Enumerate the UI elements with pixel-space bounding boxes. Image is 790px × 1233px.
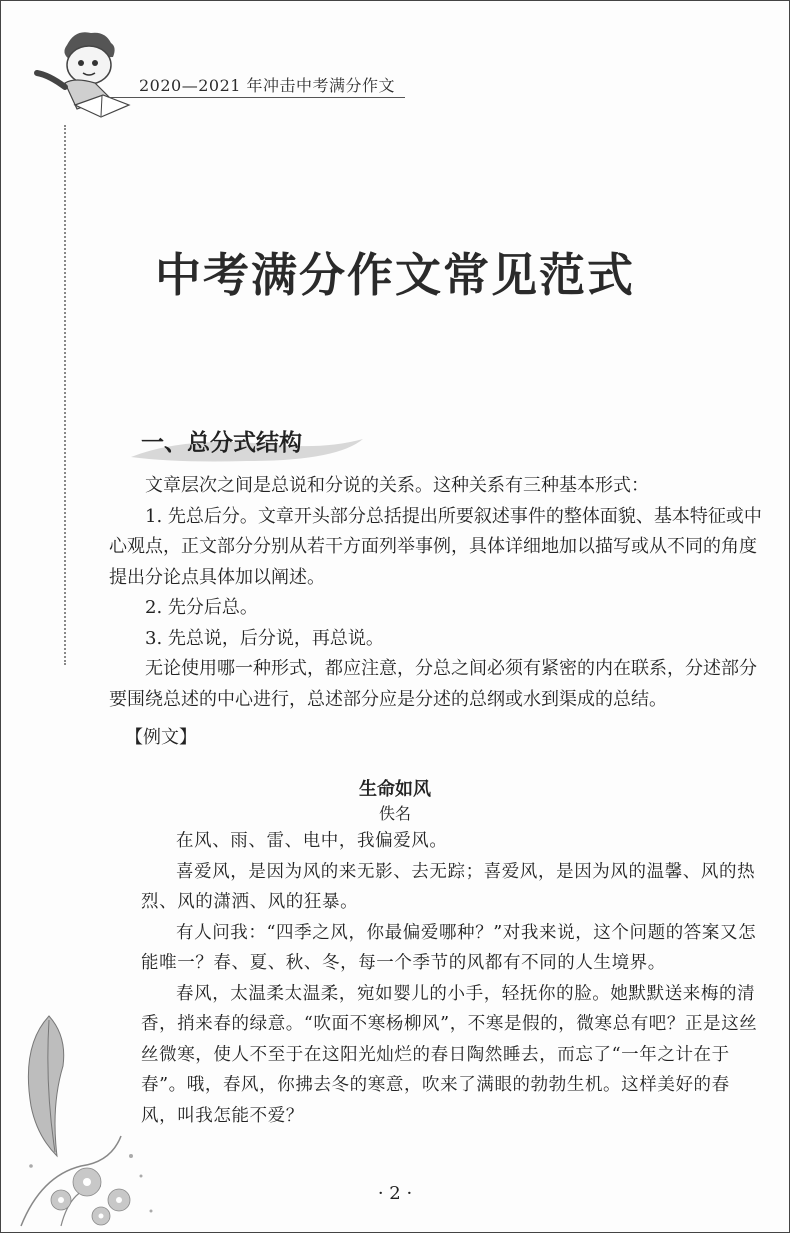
- section-body: [109, 471, 764, 715]
- margin-dotted-rule: [64, 125, 66, 665]
- running-head: 2020—2021 年冲击中考满分作文: [109, 75, 405, 98]
- section-heading-text: 一、总分式结构: [141, 430, 302, 456]
- example-label: 【例文】: [125, 727, 197, 748]
- body-paragraph: 1. 先总后分。文章开头部分总括提出所要叙述事件的整体面貌、基本特征或中心观点，正文部分分别从若干方面列举事例，具体详细地加以描写或从不同的角度提出分论点具体加以阐述。: [109, 505, 762, 588]
- body-paragraph: 3. 先总说，后分说，再总说。: [145, 627, 384, 649]
- essay-author: 佚名: [378, 804, 411, 823]
- essay-paragraph: 喜爱风，是因为风的来无影、去无踪；喜爱风，是因为风的温馨、风的热烈、风的潇洒、风的狂暴。: [141, 861, 756, 912]
- essay-paragraph: 有人问我：“四季之风，你最偏爱哪种？”对我来说，这个问题的答案又怎能唯一？春、夏、秋、冬，每一个季节的风都有不同的人生境界。: [141, 922, 757, 973]
- essay-paragraph: 春风，太温柔太温柔，宛如婴儿的小手，轻抚你的脸。她默默送来梅的清香，捎来春的绿意。“吹面不寒杨柳风”，不寒是假的，微寒总有吧？正是这丝丝微寒，使人不至于在这阳光灿烂的春日陶然睡去，而忘了“一年之计在于春”。哦，春风，你拂去冬的寒意，吹来了满眼的勃勃生机。这样美好的春风，叫我怎能不爱？: [141, 983, 758, 1126]
- page-title: 中考满分作文常见范式: [155, 248, 635, 302]
- body-paragraph: 文章层次之间是总说和分说的关系。这种关系有三种基本形式：: [145, 475, 649, 496]
- body-paragraph: 无论使用哪一种形式，都应注意，分总之间必须有紧密的内在联系，分述部分要围绕总述的中心进行，总述部分应是分述的总纲或水到渠成的总结。: [109, 658, 757, 710]
- page-number: · 2 ·: [377, 1183, 413, 1204]
- essay-title: 生命如风: [359, 779, 431, 800]
- essay-paragraph: 在风、雨、雷、电中，我偏爱风。: [176, 831, 448, 851]
- essay-body: [141, 826, 759, 1131]
- section-heading: [141, 421, 381, 465]
- body-paragraph: 2. 先分后总。: [145, 597, 258, 618]
